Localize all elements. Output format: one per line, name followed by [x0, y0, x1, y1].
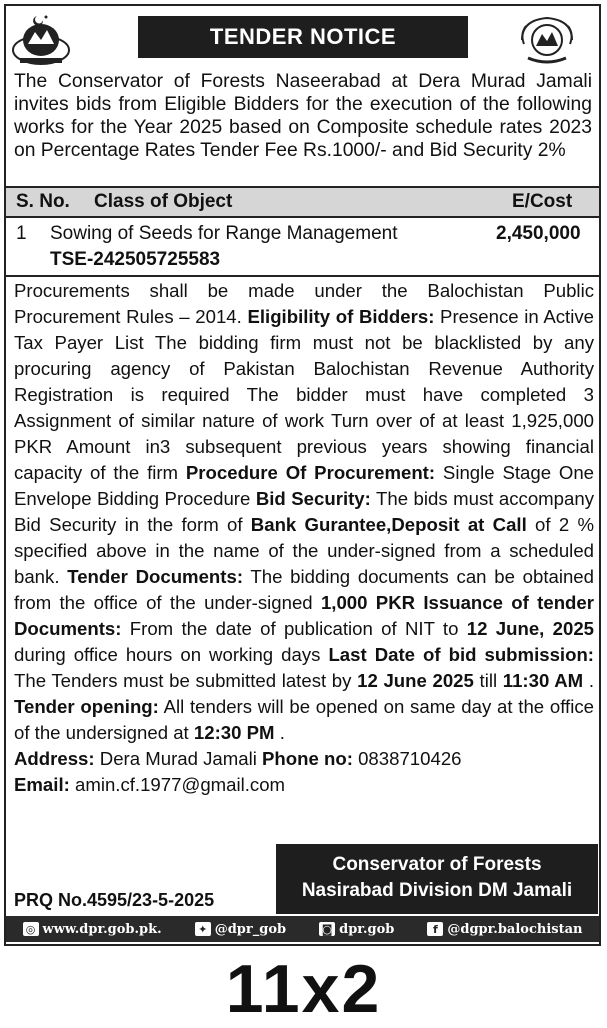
- globe-icon: ◎: [23, 922, 39, 936]
- header-class-of-object: Class of Object: [94, 191, 233, 212]
- instagram-text: dpr.gob: [339, 921, 395, 937]
- instagram-link[interactable]: [319, 922, 394, 937]
- facebook-icon: f: [427, 922, 443, 936]
- submission-text: The Tenders must be submitted latest by: [14, 670, 352, 691]
- signatory-title: Conservator of Forests: [332, 854, 542, 875]
- divider: [6, 275, 599, 277]
- facebook-text: @dgpr.balochistan: [447, 921, 583, 937]
- bank-guarantee-label: Bank Gurantee,Deposit at Call: [250, 514, 527, 535]
- phone-value: 0838710426: [358, 748, 462, 769]
- row-reference: TSE-242505725583: [50, 249, 221, 270]
- procedure-text: Single Stage One Envelope Bidding Procedure: [14, 462, 595, 509]
- twitter-text: @dpr_gob: [214, 921, 287, 937]
- row-sno: 1: [16, 223, 27, 244]
- facebook-link[interactable]: [427, 922, 582, 937]
- tender-documents-label: Tender Documents:: [67, 566, 244, 587]
- last-date-label: Last Date of bid submission:: [328, 644, 594, 665]
- rules-text: Procurements shall be made under the Balochistan Public Procurement Rules – 2014.: [14, 280, 594, 327]
- signatory-division: Nasirabad Division DM Jamali: [301, 880, 573, 901]
- bank-text: of 2 % specified above in the name of the under-signed from a scheduled bank.: [14, 514, 595, 587]
- website-link[interactable]: [23, 922, 162, 937]
- opening-text: All tenders will be opened on same day at the office of the undersigned at: [14, 696, 594, 743]
- document-fee: 1,000 PKR: [320, 592, 416, 613]
- prq-number: PRQ No.4595/23-5-2025: [14, 890, 215, 910]
- table-header: [6, 186, 599, 218]
- address-label: Address:: [14, 748, 95, 769]
- ad-size-label: 11x2: [225, 951, 382, 1027]
- email-label: Email:: [14, 774, 70, 795]
- row-cost: 2,450,000: [496, 223, 581, 244]
- opening-label: Tender opening:: [14, 696, 159, 717]
- government-logo-left: [10, 10, 72, 68]
- header-ecost: E/Cost: [512, 191, 573, 212]
- signatory-box: [276, 844, 598, 914]
- eligibility-text: Presence in Active Tax Payer List The bidding firm must not be blacklisted by any procuring agency of Pakistan Balochistan Revenue Authority Registration is required The bidder must have completed 3 Assignment of similar nature of work Turn over of at least 1,925,000 PKR Amount in3 subsequent previous years showing financial capacity of the firm: [14, 306, 594, 483]
- eligibility-label: Eligibility of Bidders:: [247, 306, 435, 327]
- social-bar: [6, 916, 599, 942]
- header-sno: S. No.: [16, 191, 70, 212]
- submission-time: 11:30 AM: [502, 670, 584, 691]
- department-logo-right: [516, 10, 578, 68]
- issue-date: 12 June, 2025: [466, 618, 595, 639]
- intro-paragraph: The Conservator of Forests Naseerabad at Dera Murad Jamali invites bids from Eligible Bidders for the execution of the following works for the Year 2025 based on Composite schedule rates 2023 on Percentage Rates Tender Fee Rs.1000/- and Bid Security 2%: [14, 71, 592, 161]
- phone-label: Phone no:: [262, 748, 353, 769]
- opening-time: 12:30 PM: [193, 722, 275, 743]
- till-text: till: [479, 670, 498, 691]
- instagram-icon: ◙: [319, 922, 335, 936]
- bid-security-text: The bids must accompany Bid Security in the form of: [14, 488, 594, 535]
- issuance-text: From the date of publication of NIT to: [129, 618, 459, 639]
- twitter-link[interactable]: [195, 922, 286, 937]
- address-value: Dera Murad Jamali: [99, 748, 257, 769]
- issuance-label: Issuance of tender Documents:: [14, 592, 594, 639]
- twitter-icon: ✦: [195, 922, 211, 936]
- office-hours-text: during office hours on working days: [14, 644, 321, 665]
- period-text: .: [588, 670, 594, 691]
- bid-security-label: Bid Security:: [255, 488, 371, 509]
- procedure-label: Procedure Of Procurement:: [185, 462, 436, 483]
- row-object: Sowing of Seeds for Range Management: [50, 223, 398, 244]
- tender-notice-title: TENDER NOTICE: [138, 16, 468, 58]
- body-paragraph: [14, 278, 594, 798]
- website-text: www.dpr.gob.pk.: [42, 921, 162, 937]
- period-text-2: .: [279, 722, 285, 743]
- submission-date: 12 June 2025: [357, 670, 474, 691]
- email-value[interactable]: amin.cf.1977@gmail.com: [74, 774, 286, 795]
- tender-documents-text: The bidding documents can be obtained from the office of the under-signed: [14, 566, 594, 613]
